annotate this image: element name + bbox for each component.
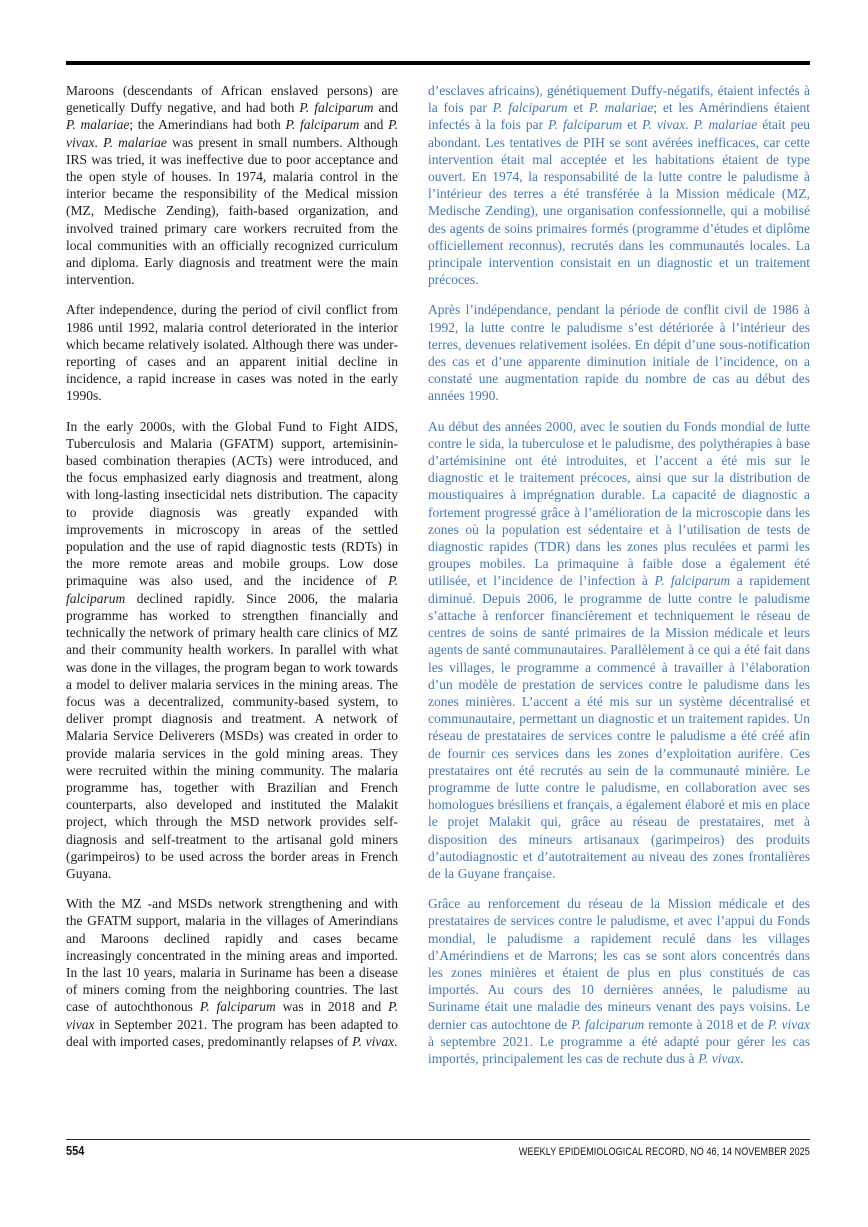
french-paragraph-3: Au début des années 2000, avec le soutien du Fonds mondial de lutte contre le sida, la tuberculose et le paludisme, des polythérapies à base d’artémisinine ont été introduites, et l’accent a été mis sur le diagnostic et le traitement précoces, ainsi que sur la distribution de moustiquaires à imprégnation durable. La capacité de diagnostic a fortement progressé grâce à l’amélioration de la microscopie dans les zones où la population est sédentaire et à l’utilisation de tests de diagnostic rapides (TDR) dans les zones plus reculées et parmi les groupes mobiles. La primaquine à faible dose a également été utilisée, et l’incidence de l’infection à P. falciparum a rapidement diminué. Depuis 2006, le programme de lutte contre le paludisme s’attache à renforcer financièrement et techniquement le réseau de centres de soins de santé primaires de la Mission médicale et leurs agents de santé communautaires. Parallèlement à ce qui a été fait dans les villages, le programme a commencé à travailler à l’élaboration d’un modèle de prestation de services contre le paludisme dans les zones minières. L’accent a été mis sur un système décentralisé et communautaire, permettant un diagnostic et un traitement rapides. Un réseau de prestataires de services contre le paludisme a été créé afin de fournir ces services dans les zones d’exploitation aurifère. Ces prestataires ont été recrutés au sein de la communauté minière. Le programme de lutte contre le paludisme, en collaboration avec ses homologues brésiliens et français, a également élaboré et mis en place le projet Malakit qui, grâce au réseau de prestataires, met à disposition des mineurs artisanaux (garimpeiros) des produits d’autodiagnostic et d’autotraitement au niveau des zones frontalières de la Guyane française. (428, 418, 810, 881)
top-rule-divider (66, 61, 810, 65)
page-number: 554 (66, 1144, 85, 1158)
english-paragraph-3: In the early 2000s, with the Global Fund to Fight AIDS, Tuberculosis and Malaria (GFATM) support, artemisinin-based combination therapies (ACTs) were introduced, and the focus emphasized early diagnosis and treatment, along with long-lasting insecticidal nets distribution. The capacity to provide diagnosis was greatly expanded with improvements in microscopy in areas of the settled population and the use of rapid diagnostic tests (RDTs) in the more remote areas and mobile groups. Low dose primaquine was also used, and the incidence of P. falciparum declined rapidly. Since 2006, the malaria programme has worked to strengthen financially and technically the network of primary health care clinics of MZ and their community health workers. In parallel with what was done in the villages, the program began to work towards a model to deliver malaria services in the mining areas. The focus was a decentralized, community-based system, to deliver prompt diagnosis and treatment. A network of Malaria Service Deliverers (MSDs) was created in order to provide malaria services in the gold mining areas. They were recruited within the mining community. The malaria programme has, together with Brazilian and French counterparts, also developed and instituted the Malakit project, which through the MSD network provides self-diagnosis and self-treatment to the artisanal gold miners (garimpeiros) to be used across the border areas in French Guyana. (66, 418, 398, 881)
journal-running-title: WEEKLY EPIDEMIOLOGICAL RECORD, NO 46, 14 NOVEMBER 2025 (519, 1146, 810, 1158)
footer-rule-divider (66, 1139, 810, 1140)
french-paragraph-1: d’esclaves africains), génétiquement Duffy-négatifs, étaient infectés à la fois par P. falciparum et P. malariae; et les Amérindiens étaient infectés à la fois par P. falciparum et P. vivax. P. malariae était peu abondant. Les tentatives de PIH se sont avérées inefficaces, car cette intervention était mal acceptée et les habitations étaient de type ouvert. En 1974, la responsabilité de la lutte contre le paludisme à l’intérieur des terres a été transférée à la Mission médicale (MZ, Medische Zending), une organisation confessionnelle, qui a mobilisé des agents de soins primaires formés (programme d’études et diplôme officiellement reconnus), recrutés dans les communautés locales. La principale intervention consistait en un diagnostic et un traitement précoces. (428, 83, 810, 288)
two-column-text-body (66, 82, 810, 1080)
text-row-2 (66, 301, 810, 404)
english-paragraph-1: Maroons (descendants of African enslaved persons) are genetically Duffy negative, and had both P. falciparum and P. malariae; the Amerindians had both P. falciparum and P. vivax. P. malariae was present in small numbers. Although IRS was tried, it was ineffective due to poor acceptance and the open style of houses. In 1974, malaria control in the interior became the responsibility of the Medical mission (MZ, Medische Zending), faith-based organization, and involved trained primary care workers recruited from the local communities with an officially recognized curriculum and diploma. Early diagnosis and treatment were the main intervention. (66, 83, 398, 288)
text-row-1 (66, 82, 810, 288)
text-row-3 (66, 418, 810, 882)
french-paragraph-4: Grâce au renforcement du réseau de la Mission médicale et des prestataires de services contre le paludisme, et avec l’appui du Fonds mondial, le paludisme a rapidement reculé dans les villages d’Amérindiens et de Marrons; les cas se sont alors concentrés dans les zones minières et étaient de plus en plus constitués de cas importés. Au cours des 10 dernières années, le paludisme au Suriname était une maladie des mineurs venant des pays voisins. Le dernier cas autochtone de P. falciparum remonte à 2018 et de P. vivax à septembre 2021. Le programme a été adapté pour gérer les cas importés, principalement les cas de rechute dus à P. vivax. (428, 896, 810, 1066)
text-row-4 (66, 895, 810, 1067)
french-paragraph-2: Après l’indépendance, pendant la période de conflit civil de 1986 à 1992, la lutte contre le paludisme s’est détériorée à l’intérieur des terres, devenues relativement isolées. En dépit d’une sous-notification des cas et d’une apparente diminution initiale de l’incidence, on a constaté une augmentation rapide du nombre de cas au début des années 1990. (428, 302, 810, 404)
english-paragraph-2: After independence, during the period of civil conflict from 1986 until 1992, malaria control deteriorated in the interior which became relatively isolated. Although there was under-reporting of cases and an apparent initial decline in incidence, a rapid increase in cases was noted in the early 1990s. (66, 302, 398, 404)
page-footer (66, 1144, 810, 1158)
english-paragraph-4: With the MZ -and MSDs network strengthening and with the GFATM support, malaria in the villages of Amerindians and Maroons declined rapidly and cases became increasingly concentrated in the mining areas and imported. In the last 10 years, malaria in Suriname has been a disease of miners coming from the neighboring countries. The last case of autochthonous P. falciparum was in 2018 and P. vivax in September 2021. The program has been adapted to deal with imported cases, predominantly relapses of P. vivax. (66, 896, 399, 1049)
